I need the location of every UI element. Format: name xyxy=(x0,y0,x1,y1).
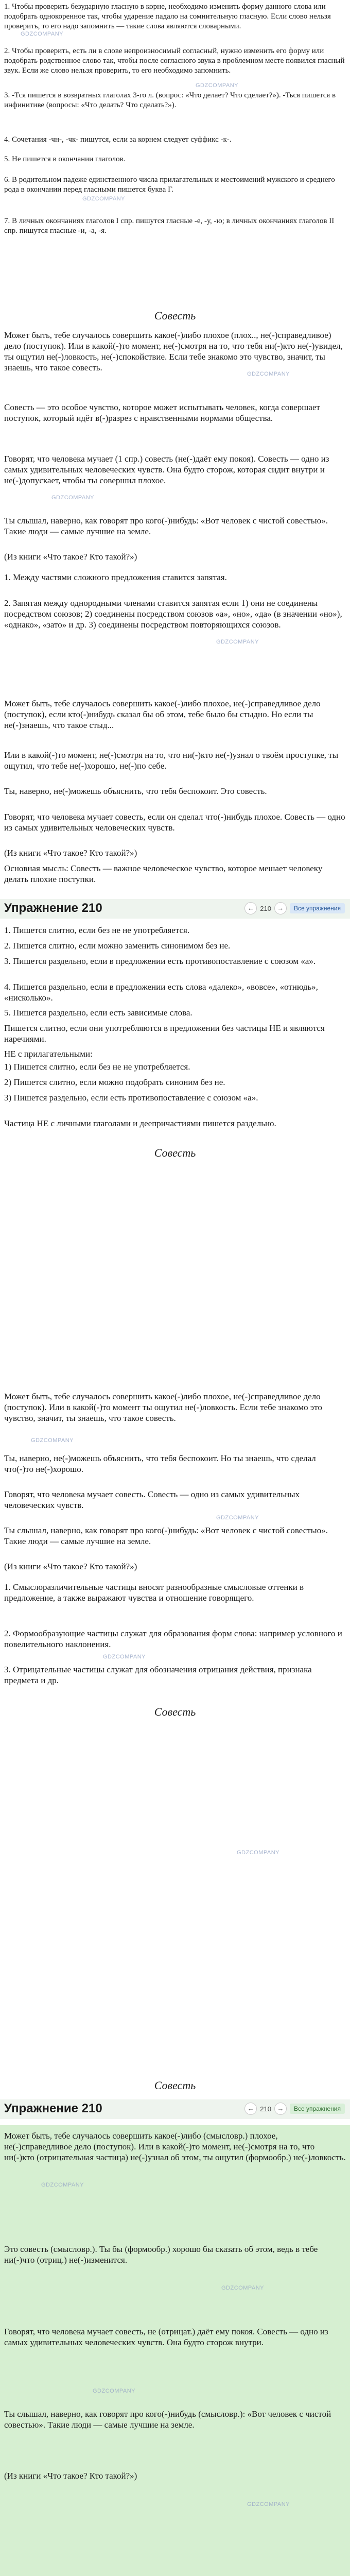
rule-paragraph: 2. Запятая между однородными членами ставится запятая если 1) они не соединены посредством союзов; 2) соединены посредством союзов «а», «но», «да» (в значении «но»), «однако», «зато» и др. 3) соединены посредством повторяющихся союзов. xyxy=(4,598,342,630)
watermark: GDZCOMPANY xyxy=(247,371,290,377)
text-paragraph: Может быть, тебе случалось совершить какое(-)либо плохое (плох.., не(-)справедливое) дело (поступок). Или в какой(-)то момент, не(-)смотря на то, что тебя ни(-)кто не(-)увидел, ты ощутил не(-)ловкость, не(-)спокойствие. Если тебе знакомо это чувство, значит, ты знаешь, что такое совесть. xyxy=(4,330,343,372)
text-paragraph: Совесть — это особое чувство, которое может испытывать человек, когда совершает поступок, который идёт в(-)разрез с нравственными нормами общества. xyxy=(4,402,320,423)
exercise-title: Упражнение 210 xyxy=(4,2102,102,2115)
text-paragraph: Ты слышал, наверно, как говорят про кого(-)нибудь: «Вот человек с чистой совестью». Такие люди — самые лучшие на земле. xyxy=(4,516,328,536)
answer-paragraph: Говорят, что человека мучает совесть, не (отрицат.) даёт ему покоя. Совесть — одно из самых удивительных человеческих чувств. Она будто сторож внутри. xyxy=(4,2327,328,2347)
next-arrow-icon[interactable]: → xyxy=(274,2103,287,2115)
exercise-header xyxy=(0,2099,350,2119)
rule-paragraph: 5. Пишется раздельно, если есть зависимые слова. xyxy=(4,1008,192,1018)
answer-paragraph: Может быть, тебе случалось совершить какое(-)либо (смысловр.) плохое, не(-)справедливое дело (поступок). Или в какой(-)то момент, не(-)смотря на то, что ни(-)кто (отрицательная частица) не(-)узнал об этом, ты ощутил (формообр.) не(-)ловкость. xyxy=(4,2131,346,2162)
rule-paragraph: 2. Пишется слитно, если можно заменить синонимом без не. xyxy=(4,941,231,951)
text-paragraph: Говорят, что человека мучает (1 спр.) совесть (не(-)даёт ему покоя). Совесть — одно из самых удивительных человеческих чувств. Она будто сторож, которая сидит внутри и не(-)допускает, чтобы ты совершил плохое. xyxy=(4,454,329,485)
rule-paragraph: Пишется слитно, если они употребляются в предложении без частицы НЕ и являются наречиями. xyxy=(4,1023,325,1044)
rule-paragraph: 1. Чтобы проверить безударную гласную в корне, необходимо изменить форму данного слова или подобрать однокоренное так, чтобы ударение падало на сомнительную гласную. Если слово нельзя проверить, то его надо запомнить — такие слова являются словарными. xyxy=(4,3,331,30)
source-note: (Из книги «Что такое? Кто такой?») xyxy=(4,552,137,562)
scan-title: Совесть xyxy=(154,309,196,322)
watermark: GDZCOMPANY xyxy=(93,2388,136,2394)
watermark: GDZCOMPANY xyxy=(216,639,259,645)
scan-title: Совесть xyxy=(154,1146,196,1159)
rule-paragraph: НЕ с прилагательными: xyxy=(4,1049,93,1059)
rule-paragraph: 3. Пишется раздельно, если в предложении есть противопоставление с союзом «а». xyxy=(4,956,316,966)
exercise-nav xyxy=(244,902,345,914)
all-exercises-button[interactable]: Все упражнения xyxy=(290,2104,345,2114)
rule-paragraph: Частица НЕ с личными глаголами и деепричастиями пишется раздельно. xyxy=(4,1118,276,1128)
rule-paragraph: 1. Смыслоразличительные частицы вносят разнообразные смысловые оттенки в предложение, а также выражают чувства и отношение говорящего. xyxy=(4,1582,304,1603)
rule-paragraph: 1. Пишется слитно, если без не не употребляется. xyxy=(4,925,190,935)
rule-paragraph: 3. Отрицательные частицы служат для обозначения отрицания действия, признака предмета и др. xyxy=(4,1665,312,1685)
exercise-counter: 210 xyxy=(260,2105,271,2113)
all-exercises-button[interactable]: Все упражнения xyxy=(290,903,345,913)
prev-arrow-icon[interactable]: ← xyxy=(244,2103,257,2115)
text-paragraph: Может быть, тебе случалось совершить какое(-)либо плохое, не(-)справедливое дело (поступок). Или в какой(-)то момент ты ощутил не(-)ловкость. Если тебе знакомо это чувство, значит, ты знаешь, что такое совесть. xyxy=(4,1392,322,1423)
rule-paragraph: 3. -Тся пишется в возвратных глаголах 3-го л. (вопрос: «Что делает? Что сделает?»). -Ться пишется в инфинитиве (вопросы: «Что делать? Что сделать?»). xyxy=(4,91,336,109)
highlighted-answer-block xyxy=(0,2125,350,2576)
exercise-header xyxy=(0,899,350,919)
next-arrow-icon[interactable]: → xyxy=(274,902,287,914)
rule-paragraph: 4. Пишется раздельно, если в предложении есть слова «далеко», «вовсе», «отнюдь», «нисколько». xyxy=(4,982,318,1003)
rule-paragraph: 6. В родительном падеже единственного числа прилагательных и местоимений мужского и среднего рода в окончании перед гласными пишется буква Г. xyxy=(4,176,335,194)
prev-arrow-icon[interactable]: ← xyxy=(244,902,257,914)
scan-section-4 xyxy=(0,2079,350,2576)
source-note: (Из книги «Что такое? Кто такой?») xyxy=(4,2471,137,2481)
watermark: GDZCOMPANY xyxy=(41,2182,84,2188)
watermark: GDZCOMPANY xyxy=(237,1850,280,1856)
scan-title: Совесть xyxy=(154,1705,196,1718)
watermark: GDZCOMPANY xyxy=(103,1654,146,1660)
rule-paragraph: 4. Сочетания -чн-, -чк- пишутся, если за корнем следует суффикс -к-. xyxy=(4,135,232,144)
exercise-nav xyxy=(244,2103,345,2115)
text-paragraph: Ты, наверно, не(-)можешь объяснить, что тебя беспокоит. Это совесть. xyxy=(4,786,267,796)
rule-paragraph: 1. Между частями сложного предложения ставится запятая. xyxy=(4,572,227,582)
text-paragraph: Говорят, что человека мучает совесть. Совесть — одно из самых удивительных человеческих чувств. xyxy=(4,1489,300,1510)
text-paragraph: Или в какой(-)то момент, не(-)смотря на то, что ни(-)кто не(-)узнал о твоём проступке, ты ощутил, что тебе не(-)хорошо, не(-)по себе. xyxy=(4,750,339,771)
text-paragraph: Говорят, что человека мучает совесть, если он сделал что(-)нибудь плохое. Совесть — одно из самых удивительных человеческих чувств. xyxy=(4,812,345,833)
source-note: (Из книги «Что такое? Кто такой?») xyxy=(4,1562,137,1571)
watermark: GDZCOMPANY xyxy=(221,2285,265,2291)
watermark: GDZCOMPANY xyxy=(31,1437,74,1444)
answer-paragraph: Это совесть (смысловр.). Ты бы (формообр.) хорошо бы сказать об этом, ведь в тебе ни(-)что (отриц.) не(-)изменится. xyxy=(4,2244,318,2265)
exercise-counter: 210 xyxy=(260,904,271,912)
rule-paragraph: 7. В личных окончаниях глаголов I спр. пишутся гласные -е, -у, -ю; в личных окончаниях глаголов II спр. пишутся гласные -и, -а, -я. xyxy=(4,217,335,235)
main-idea: Основная мысль: Совесть — важное человеческое чувство, которое мешает человеку делать плохие поступки. xyxy=(4,863,323,884)
exercise-title: Упражнение 210 xyxy=(4,901,102,915)
watermark: GDZCOMPANY xyxy=(82,196,126,202)
scan-section-3 xyxy=(0,1386,350,2079)
watermark: GDZCOMPANY xyxy=(51,495,95,501)
rule-paragraph: 5. Не пишется в окончании глаголов. xyxy=(4,155,126,163)
watermark: GDZCOMPANY xyxy=(216,1515,259,1521)
rule-paragraph: 2. Чтобы проверить, есть ли в слове непроизносимый согласный, нужно изменить его форму или подобрать родственное слово так, чтобы после согласного звука в проблемном месте появился гласный звук. Если же слово нельзя проверить, то его необходимо запомнить. xyxy=(4,47,345,75)
text-paragraph: Ты, наверно, не(-)можешь объяснить, что тебя беспокоит. Но ты знаешь, что сделал что(-)то не(-)хорошо. xyxy=(4,1453,316,1474)
scan-title: Совесть xyxy=(154,2079,196,2092)
watermark: GDZCOMPANY xyxy=(196,82,239,89)
watermark: GDZCOMPANY xyxy=(21,31,64,37)
answer-paragraph: Ты слышал, наверно, как говорят про кого(-)нибудь (смысловр.): «Вот человек с чистой совестью». Такие люди — самые лучшие на земле. xyxy=(4,2409,331,2430)
rule-paragraph: 3) Пишется раздельно, если есть противопоставление с союзом «а». xyxy=(4,1093,258,1103)
scan-section-2 xyxy=(0,693,350,1386)
rule-paragraph: 1) Пишется слитно, если без не не употребляется. xyxy=(4,1062,190,1072)
source-note: (Из книги «Что такое? Кто такой?») xyxy=(4,848,137,858)
rule-paragraph: 2) Пишется слитно, если можно подобрать синоним без не. xyxy=(4,1077,225,1087)
text-paragraph: Может быть, тебе случалось совершить какое(-)либо плохое, не(-)справедливое дело (поступок), если кто(-)нибудь сказал бы об этом, тебе было бы стыдно. Но если ты не(-)знаешь, что такое стыд... xyxy=(4,699,321,730)
watermark: GDZCOMPANY xyxy=(247,2501,290,2507)
text-paragraph: Ты слышал, наверно, как говорят про кого(-)нибудь: «Вот человек с чистой совестью». Такие люди — самые лучшие на земле. xyxy=(4,1526,328,1546)
scan-section-1 xyxy=(0,0,350,693)
rule-paragraph: 2. Формообразующие частицы служат для образования форм слова: например условного и повелительного наклонения. xyxy=(4,1629,342,1649)
